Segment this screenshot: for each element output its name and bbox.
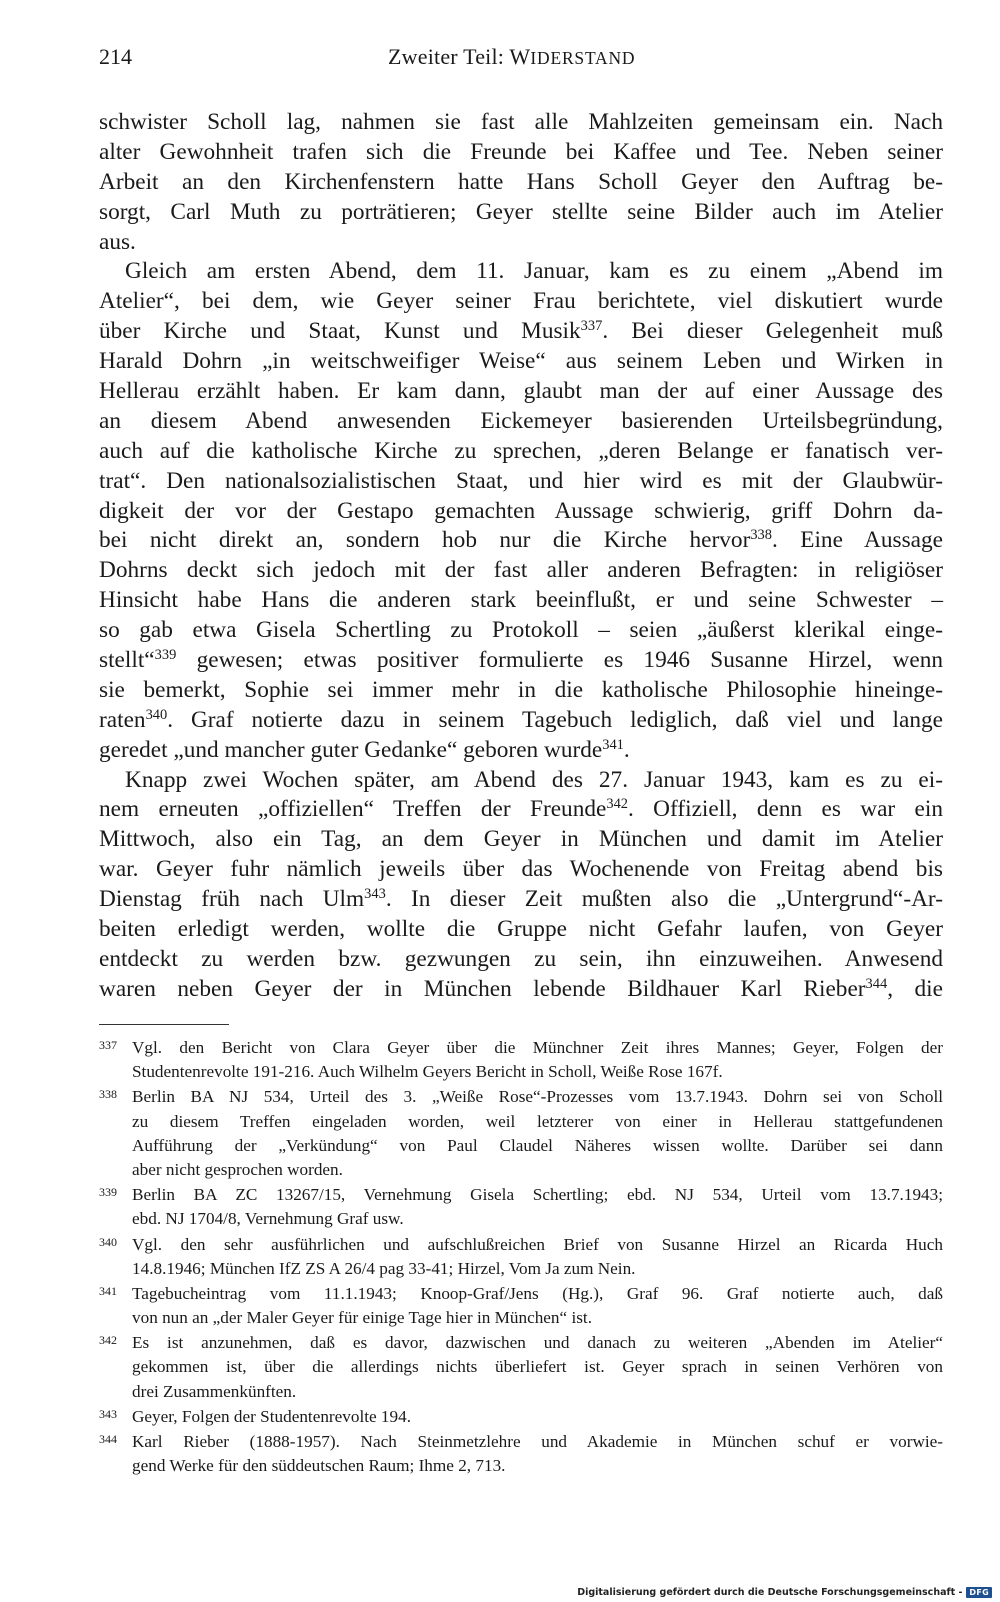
- footnote-number: 343: [99, 1406, 117, 1421]
- text-line: [99, 497, 943, 527]
- footnote-number: 338: [99, 1087, 117, 1102]
- text-line: [99, 257, 943, 287]
- line-text: sorgt, Carl Muth zu porträtieren; Geyer stellte seine Bilder auch im Atelier: [99, 198, 943, 225]
- footnote-line: Aufführung der „Verkündung“ von Paul Claudel Näheres wissen wollte. Darüber sei dann: [132, 1135, 943, 1155]
- line-text: Atelier“, bei dem, wie Geyer seiner Frau berichtete, viel diskutiert wurde: [99, 288, 943, 315]
- footnote: [99, 1430, 943, 1478]
- footnote-ref[interactable]: 337: [580, 318, 603, 335]
- text-line: [99, 825, 943, 855]
- footnote-ref[interactable]: 339: [154, 647, 177, 664]
- line-text: Hellerau erzählt haben. Er kam dann, glaubt man der auf einer Aussage des: [99, 378, 943, 405]
- text-line: [99, 407, 943, 437]
- text-line: [99, 646, 943, 676]
- line-text: bei nicht direkt an, sondern hob nur die Kirche hervor: [99, 527, 751, 554]
- text-line: [99, 287, 943, 317]
- text-line: [99, 317, 943, 347]
- footnote-line: zu diesem Treffen eingeladen worden, weil letzterer von einer in Hellerau stattgefundenen: [132, 1111, 943, 1131]
- line-text: an diesem Abend anwesenden Eickemeyer basierenden Urteilsbegründung,: [99, 407, 943, 434]
- footnote: [99, 1085, 943, 1182]
- line-text: Mittwoch, also ein Tag, an dem Geyer in München und damit im Atelier: [99, 826, 943, 853]
- text-line: [99, 766, 943, 796]
- text-line: [99, 526, 943, 556]
- footnote: [99, 1405, 943, 1429]
- line-text: waren neben Geyer der in München lebende Bildhauer Karl Rieber: [99, 975, 866, 1002]
- text-line: [99, 556, 943, 586]
- line-text: alter Gewohnheit trafen sich die Freunde bei Kaffee und Tee. Neben seiner: [99, 138, 943, 165]
- footnote-ref[interactable]: 341: [602, 736, 624, 753]
- running-title-smallcaps: IDERSTAND: [530, 48, 636, 68]
- text-line: [99, 377, 943, 407]
- text-line: [99, 467, 943, 497]
- text-line: [99, 586, 943, 616]
- text-line: [99, 138, 943, 168]
- footnote-line: ebd. NJ 1704/8, Vernehmung Graf usw.: [132, 1209, 404, 1229]
- text-line: [99, 706, 943, 736]
- line-text-continued: gewesen; etwas positiver formulierte es 1946 Susanne Hirzel, wenn: [176, 647, 943, 674]
- footnote-line: Vgl. den Bericht von Clara Geyer über die Münchner Zeit ihres Mannes; Geyer, Folgen der: [132, 1038, 943, 1057]
- footnote-line: Berlin BA ZC 13267/15, Vernehmung Gisela Schertling; ebd. NJ 534, Urteil vom 13.7.1943;: [132, 1185, 943, 1205]
- line-text: Dohrns deckt sich jedoch mit der fast aller anderen Befragten: in religiöser: [99, 557, 943, 584]
- line-text: Hinsicht habe Hans die anderen stark beeinflußt, er und seine Schwester –: [99, 587, 943, 614]
- line-text-continued: . Bei dieser Gelegenheit muß: [602, 318, 943, 345]
- footnote-ref[interactable]: 342: [606, 796, 628, 813]
- line-text: raten: [99, 706, 146, 733]
- dfg-logo: DFG: [966, 1587, 992, 1598]
- footnote-line: 14.8.1946; München IfZ ZS A 26/4 pag 33-41; Hirzel, Vom Ja zum Nein.: [132, 1258, 636, 1278]
- text-line: [99, 795, 943, 825]
- line-text-continued: . Eine Aussage: [771, 527, 943, 554]
- line-text-continued: . In dieser Zeit mußten also die „Untergrund“-Ar-: [385, 886, 943, 913]
- line-text: sie bemerkt, Sophie sei immer mehr in die katholische Philosophie hineinge-: [99, 676, 943, 703]
- footnote-line: gend Werke für den süddeutschen Raum; Ihme 2, 713.: [132, 1456, 506, 1476]
- footnote-ref[interactable]: 338: [750, 527, 772, 544]
- line-text-continued: , die: [887, 975, 943, 1002]
- footnote: [99, 1331, 943, 1404]
- page-number: 214: [99, 44, 132, 69]
- footnote-line: drei Zusammenkünften.: [132, 1381, 297, 1401]
- footnote: [99, 1233, 943, 1281]
- footnote-line: Studentenrevolte 191-216. Auch Wilhelm Geyers Bericht in Scholl, Weiße Rose 167f.: [132, 1062, 723, 1082]
- footnote-number: 342: [99, 1333, 117, 1348]
- line-text: Gleich am ersten Abend, dem 11. Januar, kam es zu einem „Abend im: [125, 258, 943, 285]
- line-text: war. Geyer fuhr nämlich jeweils über das Wochenende von Freitag abend bis: [99, 856, 943, 883]
- line-text: digkeit der vor der Gestapo gemachten Aussage schwierig, griff Dohrn da-: [99, 497, 943, 524]
- running-title-prefix: Zweiter Teil: W: [388, 44, 531, 69]
- line-text-continued: . Graf notierte dazu in seinem Tagebuch lediglich, daß viel und lange: [167, 706, 943, 733]
- footnote: [99, 1282, 943, 1330]
- text-line: [99, 676, 943, 706]
- footnote-number: 337: [99, 1038, 117, 1052]
- line-text: aus.: [99, 228, 136, 255]
- line-text: beiten erledigt werden, wollte die Gruppe nicht Gefahr laufen, von Geyer: [99, 916, 943, 943]
- text-line: [99, 616, 943, 646]
- line-text: Harald Dohrn „in weitschweifiger Weise“ aus seinem Leben und Wirken in: [99, 348, 943, 375]
- footnote-number: 341: [99, 1283, 117, 1298]
- line-text: geredet „und mancher guter Gedanke“ geboren wurde: [99, 736, 603, 763]
- footnote-number: 339: [99, 1185, 117, 1200]
- text-line: [99, 736, 943, 766]
- line-text-continued: . Offiziell, denn es war ein: [628, 796, 944, 823]
- footnote-ref[interactable]: 344: [865, 975, 888, 992]
- line-text: Dienstag früh nach Ulm: [99, 886, 365, 913]
- footnote-line: gekommen ist, über die allerdings nichts überliefert ist. Geyer sprach in seinen Verhören von: [132, 1357, 943, 1377]
- footnote-line: Vgl. den sehr ausführlichen und aufschlußreichen Brief von Susanne Hirzel an Ricarda Huch: [132, 1234, 943, 1254]
- line-text: nem erneuten „offiziellen“ Treffen der Freunde: [99, 796, 607, 823]
- digitization-credit: [577, 1587, 992, 1598]
- text-line: [99, 437, 943, 467]
- footnote-number: 340: [99, 1234, 117, 1249]
- text-line: [99, 975, 943, 1005]
- line-text-continued: .: [623, 736, 630, 763]
- line-text: über Kirche und Staat, Kunst und Musik: [99, 318, 581, 345]
- running-title: [388, 44, 635, 70]
- footnote: [99, 1183, 943, 1231]
- footnotes: [99, 1036, 943, 1479]
- footnote-line: Geyer, Folgen der Studentenrevolte 194.: [132, 1406, 412, 1426]
- footnote-line: Karl Rieber (1888-1957). Nach Steinmetzlehre und Akademie in München schuf er vorwie-: [132, 1432, 943, 1451]
- line-text: schwister Scholl lag, nahmen sie fast alle Mahlzeiten gemeinsam ein. Nach: [99, 109, 943, 135]
- line-text: entdeckt zu werden bzw. gezwungen zu sein, ihn einzuweihen. Anwesend: [99, 945, 943, 972]
- line-text: trat“. Den nationalsozialistischen Staat, und hier wird es mit der Glaubwür-: [99, 467, 943, 494]
- line-text: stellt“: [99, 647, 155, 674]
- footnote-ref[interactable]: 340: [145, 706, 168, 723]
- text-line: [99, 915, 943, 945]
- text-line: [99, 228, 943, 258]
- text-line: [99, 855, 943, 885]
- line-text: Arbeit an den Kirchenfenstern hatte Hans Scholl Geyer den Auftrag be-: [99, 168, 943, 195]
- text-line: [99, 885, 943, 915]
- text-line: [99, 198, 943, 228]
- credit-text: Digitalisierung gefördert durch die Deutsche Forschungsgemeinschaft -: [577, 1587, 963, 1598]
- footnote-line: von nun an „der Maler Geyer für einige Tage hier in München“ ist.: [132, 1308, 592, 1328]
- text-line: [99, 945, 943, 975]
- text-line: [99, 108, 943, 138]
- line-text: so gab etwa Gisela Schertling zu Protokoll – seien „äußerst klerikal einge-: [99, 617, 943, 644]
- running-header: [99, 44, 940, 78]
- footnote-number: 344: [99, 1432, 117, 1446]
- main-text: [99, 108, 943, 1005]
- text-line: [99, 168, 943, 198]
- footnote: [99, 1036, 943, 1084]
- line-text: auch auf die katholische Kirche zu sprechen, „deren Belange er fanatisch ver-: [99, 437, 943, 464]
- footnote-line: Tagebucheintrag vom 11.1.1943; Knoop-Graf/Jens (Hg.), Graf 96. Graf notierte auch, daß: [132, 1283, 943, 1303]
- footnote-line: Berlin BA NJ 534, Urteil des 3. „Weiße Rose“-Prozesses vom 13.7.1943. Dohrn sei von Scholl: [132, 1087, 943, 1107]
- footnote-line: aber nicht gesprochen worden.: [132, 1159, 343, 1179]
- footnote-separator: [99, 1024, 229, 1025]
- text-line: [99, 347, 943, 377]
- footnote-line: Es ist anzunehmen, daß es davor, dazwischen und danach zu weiteren „Abenden im Atelier“: [132, 1333, 943, 1353]
- footnote-ref[interactable]: 343: [364, 886, 386, 903]
- line-text: Knapp zwei Wochen später, am Abend des 27. Januar 1943, kam es zu ei-: [125, 766, 943, 793]
